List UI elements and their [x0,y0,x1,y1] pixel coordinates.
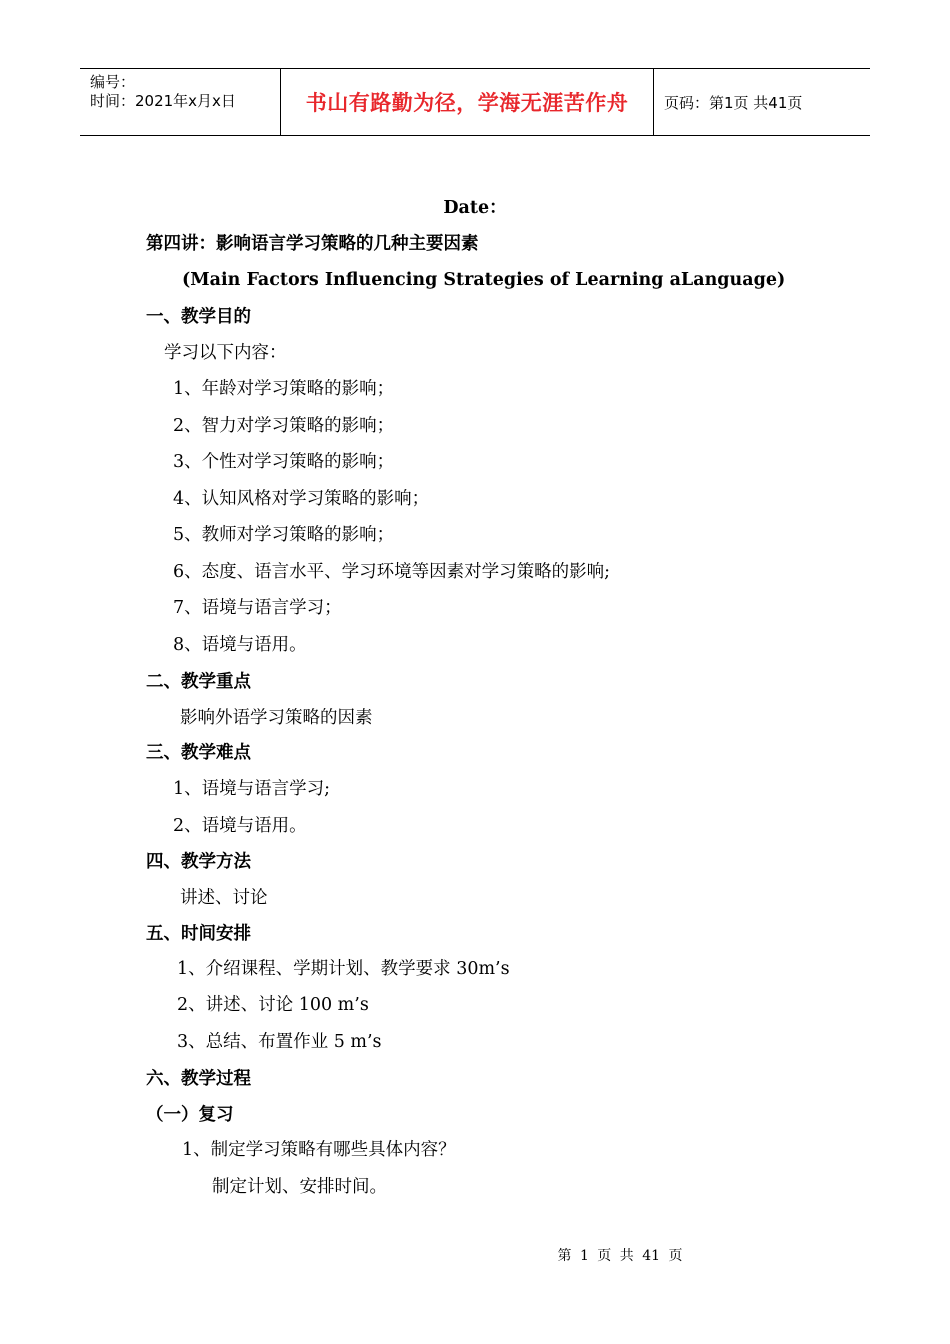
section-heading-difficulties: 三、教学难点 [146,743,251,763]
list-item: 7、语境与语言学习； [173,598,342,618]
list-item: 2、智力对学习策略的影响； [173,416,395,436]
list-item: 3、总结、布置作业 5 m’s [177,1032,382,1052]
list-item: 3、个性对学习策略的影响； [173,452,395,472]
motto: 书山有路勤为径，学海无涯苦作舟 [305,91,629,115]
header-motto-cell [281,69,654,135]
section-heading-process: 六、教学过程 [146,1069,251,1089]
section-heading-schedule: 五、时间安排 [146,924,251,944]
list-item: 8、语境与语用。 [173,635,307,655]
list-item: 4、认知风格对学习策略的影响； [173,489,430,509]
list-item: 5、教师对学习策略的影响； [173,525,395,545]
header-table [80,68,870,136]
lecture-title-en: (Main Factors Influencing Strategies of Learning aLanguage) [182,270,786,290]
objectives-intro: 学习以下内容： [164,343,287,363]
page-info: 页码：第1页 共41页 [664,93,803,112]
section-heading-objectives: 一、教学目的 [146,307,251,327]
list-item: 6、态度、语言水平、学习环境等因素对学习策略的影响; [173,562,611,582]
list-item: 2、语境与语用。 [173,816,307,836]
number-label: 编号： [90,73,136,91]
review-question: 1、制定学习策略有哪些具体内容？ [182,1140,456,1160]
header-meta-cell [80,69,281,135]
page-footer [0,1247,950,1265]
methods-text: 讲述、讨论 [180,888,268,908]
list-item: 1、年龄对学习策略的影响； [173,379,395,399]
time-label: 时间：2021年x月x日 [90,92,236,110]
footer-page-number: 第 1 页 共 41 页 [557,1248,683,1264]
lecture-title: 第四讲：影响语言学习策略的几种主要因素 [146,234,479,254]
header-page-cell [654,69,870,135]
list-item: 1、语境与语言学习; [173,779,331,799]
process-sub-heading: （一）复习 [146,1105,234,1125]
review-answer: 制定计划、安排时间。 [212,1177,387,1197]
list-item: 2、讲述、讨论 100 m’s [177,995,369,1015]
key-points-text: 影响外语学习策略的因素 [180,708,373,728]
list-item: 1、介绍课程、学期计划、教学要求 30m’s [177,959,510,979]
date-label: Date： [443,198,507,218]
section-heading-key-points: 二、教学重点 [146,672,251,692]
section-heading-methods: 四、教学方法 [146,852,251,872]
